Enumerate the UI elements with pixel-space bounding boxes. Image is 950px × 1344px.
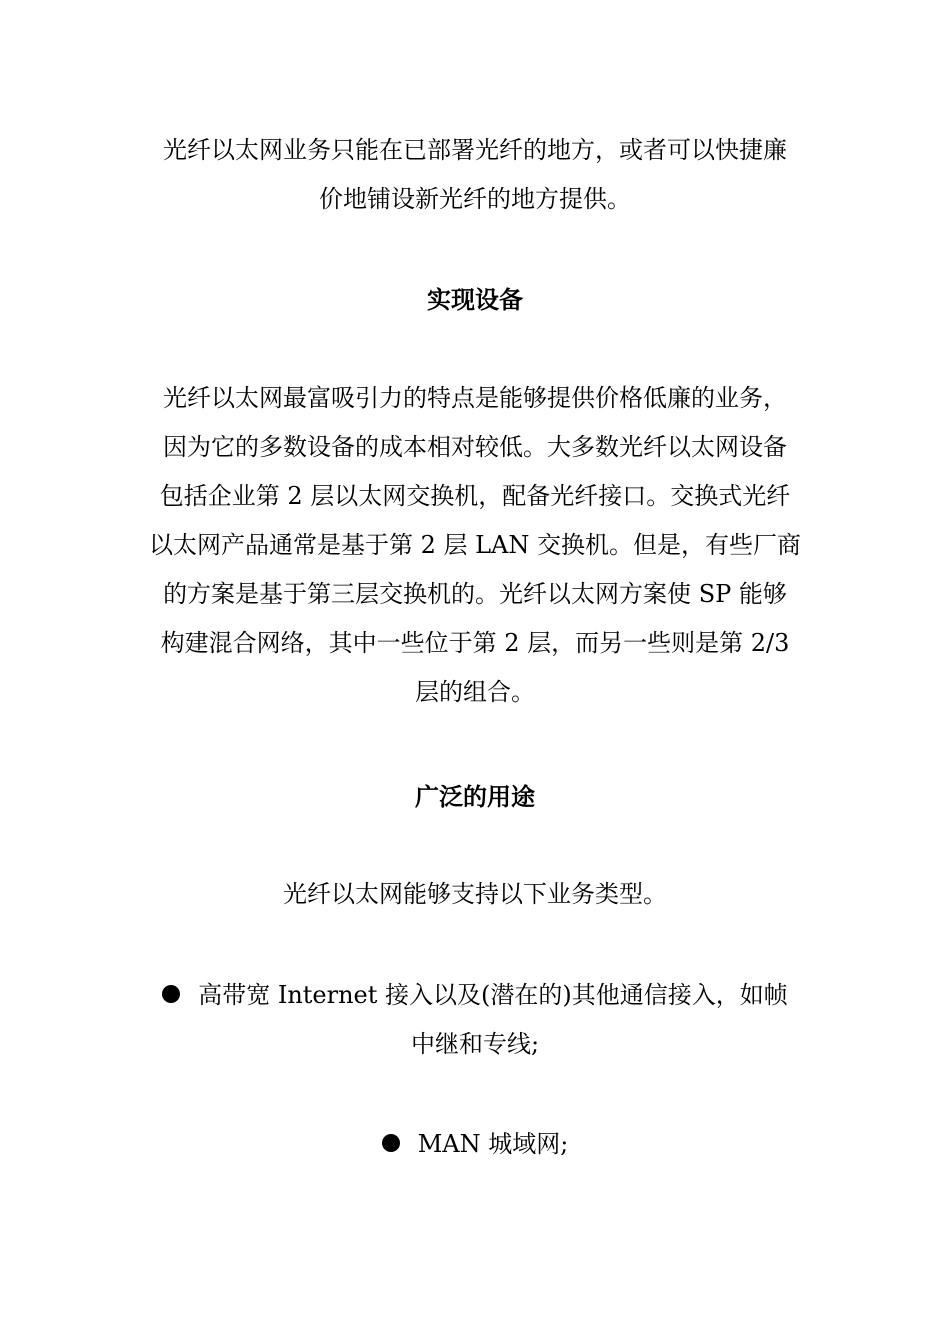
paragraph-line: 光纤以太网最富吸引力的特点是能够提供价格低廉的业务， — [163, 384, 787, 412]
section-heading-uses: 广泛的用途 — [415, 782, 535, 811]
paragraph-line: 因为它的多数设备的成本相对较低。大多数光纤以太网设备 — [163, 433, 787, 461]
paragraph-line: 以太网产品通常是基于第 2 层 LAN 交换机。但是，有些厂商 — [148, 531, 802, 559]
bullet-text: 高带宽 Internet 接入以及(潜在的)其他通信接入，如帧 — [198, 981, 788, 1009]
bullet-item-man — [142, 1120, 808, 1169]
paragraph-uses-intro: 光纤以太网能够支持以下业务类型。 — [283, 880, 667, 908]
paragraph-line: 价地铺设新光纤的地方提供。 — [319, 185, 631, 213]
paragraph-line: 层的组合。 — [415, 678, 535, 706]
paragraph-line: 的方案是基于第三层交换机的。光纤以太网方案使 SP 能够 — [163, 580, 787, 608]
paragraph-line: 光纤以太网业务只能在已部署光纤的地方，或者可以快捷廉 — [163, 136, 787, 164]
bullet-text: MAN 城域网; — [417, 1130, 569, 1158]
bullet-item-internet — [142, 971, 808, 1069]
paragraph-equipment — [142, 374, 808, 717]
paragraph-line: 构建混合网络，其中一些位于第 2 层，而另一些则是第 2/3 — [160, 629, 790, 657]
paragraph-intro — [142, 126, 808, 224]
bullet-text: 中继和专线; — [410, 1030, 540, 1058]
paragraph-line: 包括企业第 2 层以太网交换机，配备光纤接口。交换式光纤 — [159, 482, 791, 510]
bullet-icon — [162, 985, 180, 1003]
section-heading-equipment: 实现设备 — [427, 285, 523, 314]
bullet-icon — [382, 1134, 400, 1152]
